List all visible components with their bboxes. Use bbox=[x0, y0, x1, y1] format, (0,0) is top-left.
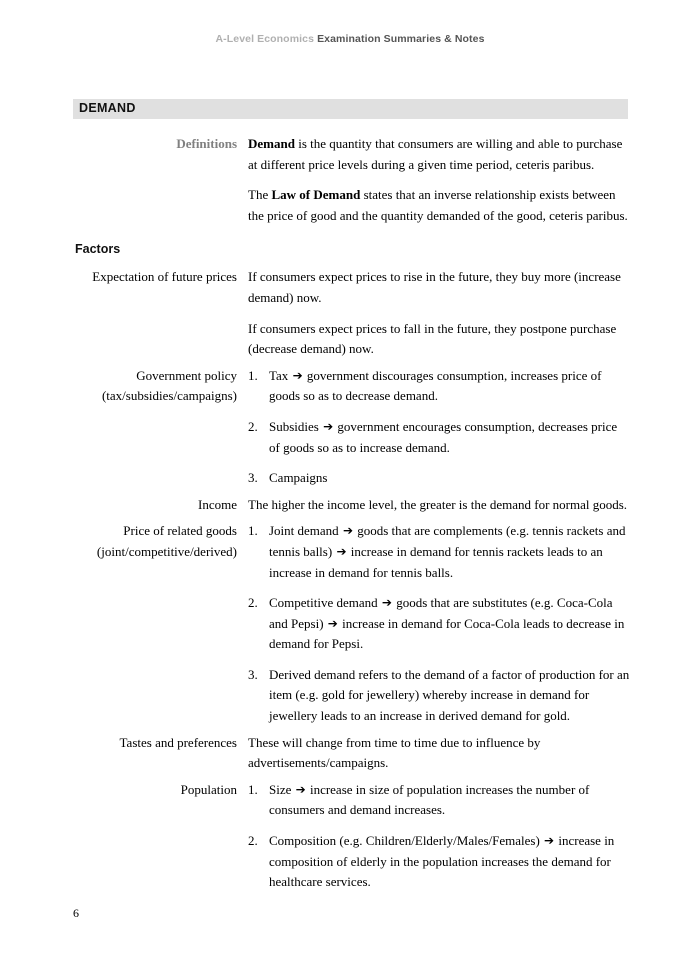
factor-numbered-list bbox=[248, 521, 630, 726]
factor-label bbox=[75, 495, 248, 516]
list-number: 1. bbox=[248, 367, 258, 383]
factor-label bbox=[75, 267, 248, 288]
factor-label bbox=[75, 780, 248, 801]
list-text-post: goods that are substitutes (e.g. Coca-Cola and Pepsi) bbox=[269, 595, 613, 631]
definitions-label: Definitions bbox=[176, 136, 237, 151]
list-text-pre: Competitive demand bbox=[269, 595, 381, 611]
list-number: 2. bbox=[248, 595, 258, 611]
factor-label bbox=[75, 521, 248, 562]
factor-label-line1: Population bbox=[180, 781, 237, 797]
factor-body bbox=[248, 521, 630, 726]
list-number: 1. bbox=[248, 781, 258, 797]
list-text-post: government encourages consumption, decreases price of goods so as to increase demand. bbox=[269, 418, 618, 455]
factor-label-line1: Income bbox=[198, 496, 237, 512]
page-number: 6 bbox=[73, 906, 79, 920]
arrow-icon: ➔ bbox=[381, 595, 392, 610]
arrow-icon: ➔ bbox=[292, 368, 303, 383]
list-item bbox=[248, 831, 630, 893]
list-number: 1. bbox=[248, 523, 258, 539]
section-title: DEMAND bbox=[79, 101, 136, 115]
list-number: 3. bbox=[248, 470, 258, 486]
definition-term: Law of Demand bbox=[271, 187, 361, 203]
list-item bbox=[248, 665, 630, 727]
list-text-post2: increase in demand for Coca-Cola leads to decrease in demand for Pepsi. bbox=[269, 615, 625, 652]
list-text-pre: Tax bbox=[269, 367, 292, 383]
factor-label-line2: (joint/competitive/derived) bbox=[96, 543, 237, 559]
list-text-pre: Composition (e.g. Children/Elderly/Males/Females) bbox=[269, 833, 544, 849]
factor-label-line1: Expectation of future prices bbox=[92, 269, 237, 285]
factor-row-expectation bbox=[75, 267, 630, 359]
header-subject: A-Level Economics bbox=[215, 33, 315, 45]
factor-body bbox=[248, 780, 630, 893]
definitions-row bbox=[75, 134, 630, 226]
factor-body bbox=[248, 267, 630, 359]
arrow-icon: ➔ bbox=[295, 782, 306, 797]
factor-paragraph: If consumers expect prices to fall in the future, they postpone purchase (decrease demand) now. bbox=[248, 320, 617, 357]
factor-numbered-list bbox=[248, 780, 630, 893]
definition-text: states that an inverse relationship exists between the price of good and the quantity demanded of the good, ceteris paribus. bbox=[248, 187, 628, 223]
definition-term: Demand bbox=[248, 136, 295, 151]
list-text-post: increase in size of population increases the number of consumers and demand increases. bbox=[269, 781, 590, 818]
factors-heading: Factors bbox=[75, 242, 121, 257]
list-number: 2. bbox=[248, 833, 258, 849]
list-text-post: goods that are complements (e.g. tennis rackets and tennis balls) bbox=[269, 523, 626, 559]
definition-paragraph bbox=[248, 134, 630, 175]
factor-row-government-policy bbox=[75, 366, 630, 489]
list-item bbox=[248, 417, 630, 458]
factor-label-line1: Government policy bbox=[136, 367, 237, 383]
list-text-pre: Campaigns bbox=[269, 470, 328, 486]
definition-lead: The bbox=[248, 187, 272, 203]
arrow-icon: ➔ bbox=[323, 419, 334, 434]
section-title-band bbox=[73, 99, 628, 119]
arrow-icon: ➔ bbox=[327, 616, 338, 631]
list-number: 2. bbox=[248, 418, 258, 434]
list-item bbox=[248, 780, 630, 821]
list-item bbox=[248, 468, 630, 489]
factor-row-income bbox=[75, 495, 630, 516]
factor-row-price-of-related-goods bbox=[75, 521, 630, 726]
list-text-pre: Subsidies bbox=[269, 418, 323, 434]
factor-label bbox=[75, 733, 248, 754]
list-text-post2: increase in demand for tennis rackets leads to an increase in demand for tennis balls. bbox=[269, 543, 603, 580]
definition-paragraph bbox=[248, 185, 630, 226]
header-title: Examination Summaries & Notes bbox=[317, 33, 485, 45]
list-item bbox=[248, 593, 630, 655]
list-text-post: increase in composition of elderly in the population increases the demand for healthcare services. bbox=[269, 833, 615, 890]
document-content bbox=[75, 134, 630, 899]
factor-numbered-list bbox=[248, 366, 630, 489]
factor-label-line1: Tastes and preferences bbox=[119, 734, 237, 750]
arrow-icon: ➔ bbox=[544, 833, 555, 848]
factor-body bbox=[248, 366, 630, 489]
factor-paragraph: If consumers expect prices to rise in the future, they buy more (increase demand) now. bbox=[248, 269, 621, 305]
running-header bbox=[0, 33, 700, 45]
factor-paragraph: The higher the income level, the greater is the demand for normal goods. bbox=[248, 496, 628, 512]
arrow-icon: ➔ bbox=[342, 523, 353, 538]
factor-row-population bbox=[75, 780, 630, 893]
factor-label-line2: (tax/subsidies/campaigns) bbox=[101, 388, 237, 404]
list-text-pre: Joint demand bbox=[269, 523, 342, 539]
definition-text: is the quantity that consumers are willing and able to purchase at different price levels during a given time period, ceteris paribus. bbox=[248, 136, 623, 172]
factor-label bbox=[75, 366, 248, 407]
list-text-post: government discourages consumption, increases price of goods so as to decrease demand. bbox=[269, 367, 602, 404]
factor-row-tastes-and-preferences bbox=[75, 733, 630, 774]
factor-body bbox=[248, 733, 630, 774]
factor-paragraph: These will change from time to time due to influence by advertisements/campaigns. bbox=[248, 734, 541, 771]
definitions-body bbox=[248, 134, 630, 226]
factor-label-line1: Price of related goods bbox=[123, 523, 237, 539]
list-text-pre: Derived demand refers to the demand of a factor of production for an item (e.g. gold for jewellery) whereby increase in demand for jewellery leads to an increase in derived demand for gold. bbox=[269, 666, 630, 724]
list-number: 3. bbox=[248, 666, 258, 682]
list-text-pre: Size bbox=[269, 781, 295, 797]
list-item bbox=[248, 521, 630, 583]
list-item bbox=[248, 366, 630, 407]
factor-body bbox=[248, 495, 630, 516]
arrow-icon: ➔ bbox=[336, 544, 347, 559]
